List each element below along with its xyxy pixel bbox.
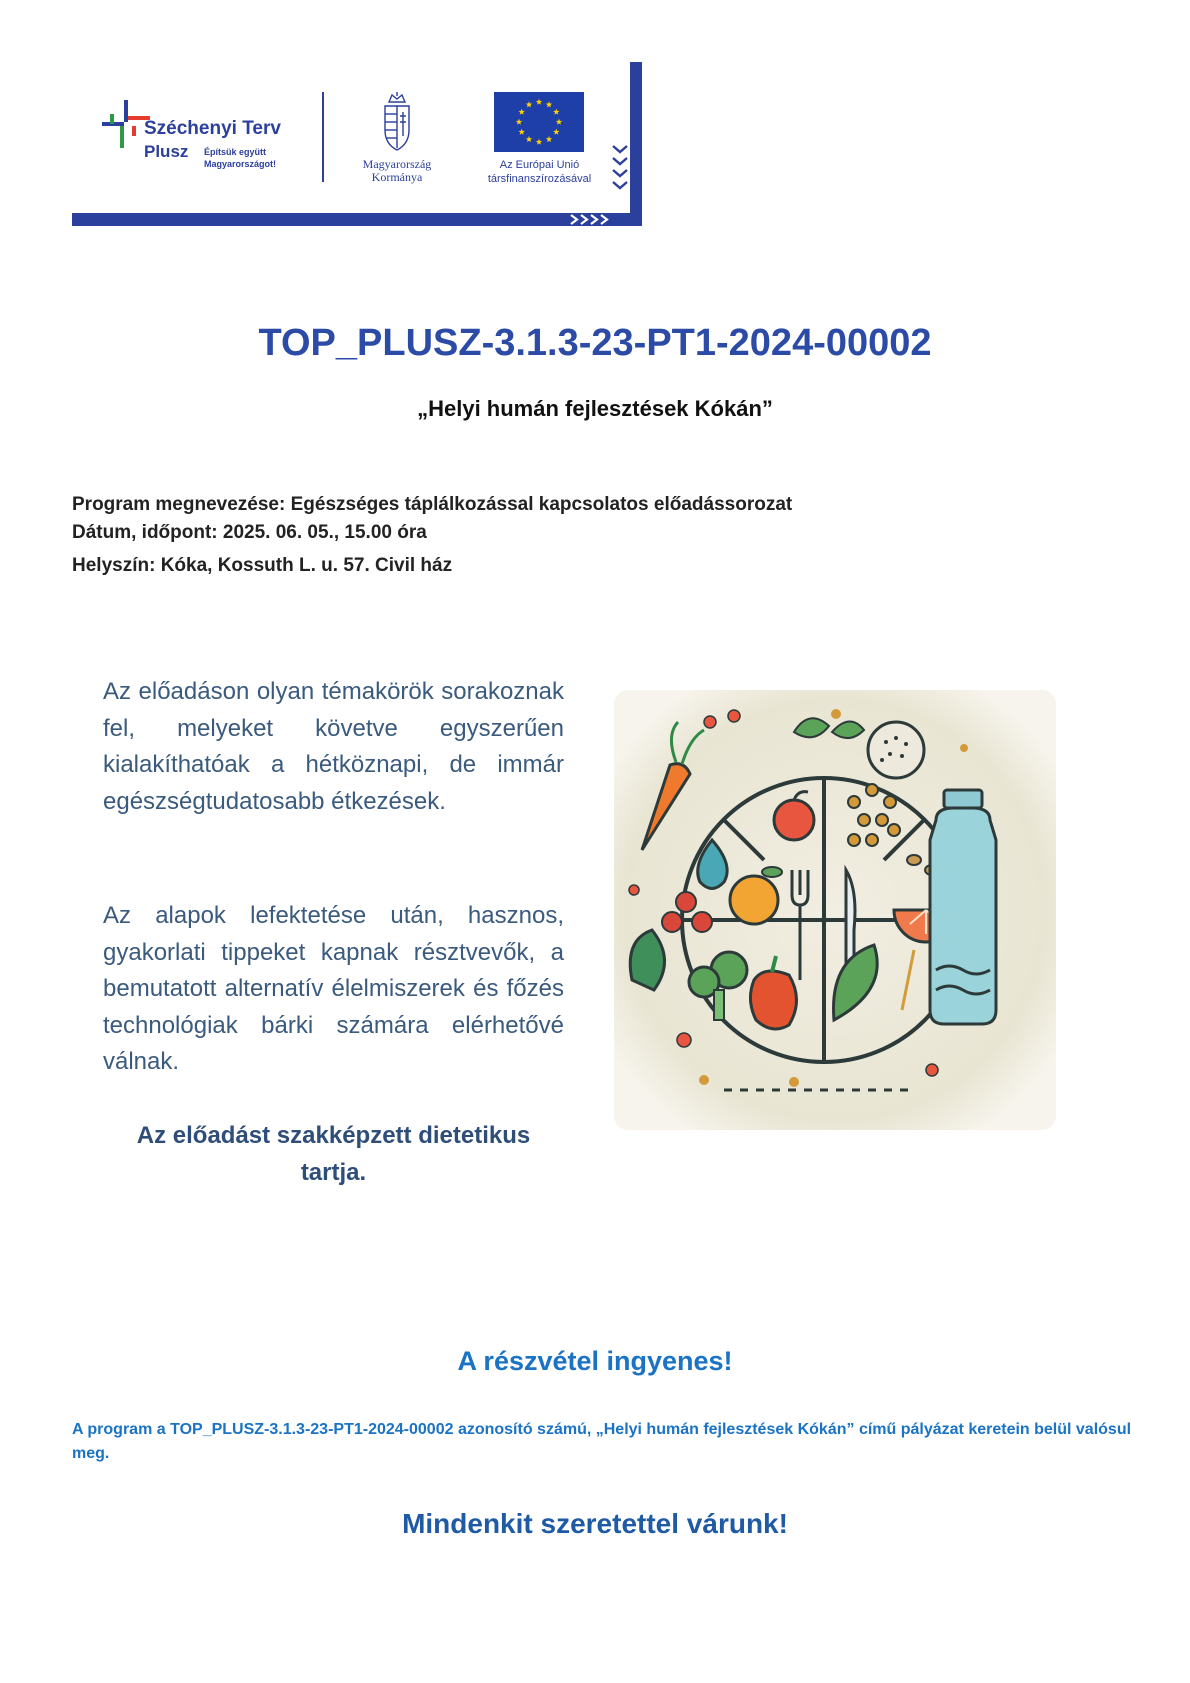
description-paragraph-1: Az előadáson olyan témakörök sorakoznak fel, melyeket követve egyszerűen kialakíthatóak a hétköznapi, de immár egészségtudatosabb étkezések.	[103, 678, 564, 815]
logo-frame-right-bar	[630, 62, 642, 226]
government-line-1: Magyarország	[362, 157, 432, 171]
project-code-title: TOP_PLUSZ-3.1.3-23-PT1-2024-00002	[258, 322, 932, 364]
date-time-line: Dátum, időpont: 2025. 06. 05., 15.00 óra	[72, 522, 427, 543]
funding-note: A program a TOP_PLUSZ-3.1.3-23-PT1-2024-00002 azonosító számú, „Helyi humán fejlesztések Kókán” című pályázat keretein belül valósul meg.	[72, 1421, 1132, 1462]
welcome-message: Mindenkit szeretettel várunk!	[402, 1508, 788, 1539]
chevron-right-icon	[567, 213, 627, 226]
government-line-2: Kormánya	[371, 170, 423, 184]
eu-line-1: Az Európai Unió	[499, 159, 580, 171]
free-participation: A részvétel ingyenes!	[457, 1346, 733, 1376]
szechenyi-slogan: Építsük együtt Magyarországot!	[204, 147, 277, 169]
eu-line-2: társfinanszírozásával	[487, 173, 592, 185]
eu-flag-icon	[494, 92, 584, 152]
funding-logo-block	[72, 62, 642, 226]
healthy-plate-icon	[614, 690, 1056, 1130]
szechenyi-title: Széchenyi Terv	[144, 118, 281, 139]
eu-logo-text	[472, 158, 607, 186]
program-name-line: Program megnevezése: Egészséges táplálkozással kapcsolatos előadássorozat	[72, 494, 793, 515]
government-logo-text	[342, 158, 452, 184]
szechenyi-plus: Plusz	[144, 142, 189, 161]
location-line: Helyszín: Kóka, Kossuth L. u. 57. Civil ház	[72, 555, 453, 576]
chevron-down-icon	[610, 142, 630, 202]
description-paragraph-2: Az alapok lefektetése után, hasznos, gyakorlati tippeket kapnak résztvevők, a bemutatott alternatív élelmiszerek és főzés technológiak bárki számára elérhetővé válnak.	[103, 902, 564, 1075]
project-name-subtitle: „Helyi humán fejlesztések Kókán”	[417, 396, 773, 421]
szechenyi-cross-icon	[102, 100, 150, 148]
logo-divider	[322, 92, 324, 182]
logo-frame-bottom-bar	[72, 213, 642, 226]
dietitian-note: Az előadást szakképzett dietetikus tartja.	[136, 1122, 531, 1186]
hungarian-crest-icon	[380, 92, 414, 152]
